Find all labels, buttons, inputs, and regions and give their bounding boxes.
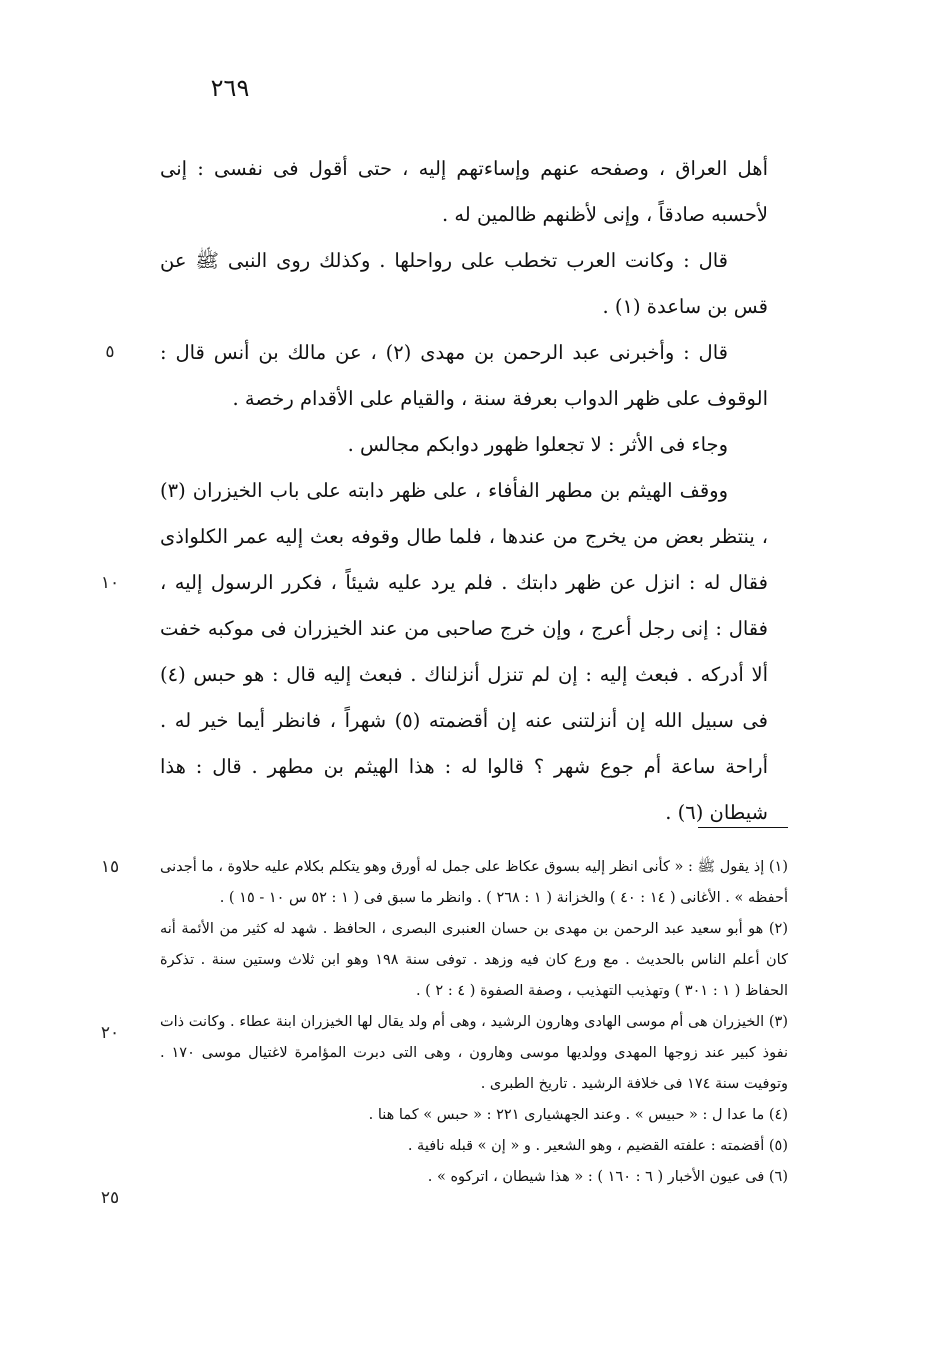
footnote: (٦) فى عيون الأخبار ( ٦ : ١٦٠ ) : « هذا شيطان ، اتركوه » . bbox=[427, 1169, 788, 1185]
footnote: (٢) هو أبو سعيد عبد الرحمن بن مهدى بن حسان العنبرى البصرى ، الحافظ . شهد له كثير من الأئمة أنه كان أعلم الناس بالحديث . مع ورع كان فيه وزهد . توفى سنة ١٩٨ وهو ابن ثلاث وستين سنة . تذكرة الحفاظ ( ١ : ٣٠١ ) وتهذيب التهذيب ، وصفة الصفوة ( ٤ : ٢ ) . bbox=[160, 921, 789, 999]
line-number-10: ١٠ bbox=[100, 573, 120, 593]
footnotes bbox=[160, 852, 788, 1193]
footnote-divider bbox=[698, 827, 788, 828]
footnote: (٥) أقضمته : علفته القضيم ، وهو الشعير . و « إن » قبله نافية . bbox=[407, 1138, 788, 1154]
line-number-5: ٥ bbox=[105, 342, 115, 362]
line-number-25: ٢٥ bbox=[100, 1188, 120, 1208]
paragraph: وجاء فى الأثر : لا تجعلوا ظهور دوابكم مجالس . bbox=[347, 433, 728, 456]
line-number-15: ١٥ bbox=[100, 857, 120, 877]
page-number: ٢٦٩ bbox=[210, 74, 250, 102]
footnote: (٣) الخيزران هى أم موسى الهادى وهارون الرشيد ، وهى أم ولد يقال لها الخيزران ابنة عطاء . وكانت ذات نفوذ كبير عند زوجها المهدى وولديها موسى وهارون ، وهى التى دبرت المؤامرة لاغتيال موسى ١٧٠ . وتوفيت سنة ١٧٤ فى خلافة الرشيد . تاريخ الطبرى . bbox=[160, 1014, 788, 1092]
footnote: (١) إذ يقول ﷺ : « كأنى انظر إليه بسوق عكاظ على جمل له أورق وهو يتكلم بكلام عليه حلاوة ، ما أجدنى أحفظه » . الأغانى ( ١٤ : ٤٠ ) والخزانة ( ١ : ٢٦٨ ) . وانظر ما سبق فى ( ١ : ٥٢ س ١٠ - ١٥ ) . bbox=[160, 859, 788, 906]
paragraph: قال : وكانت العرب تخطب على رواحلها . وكذلك روى النبى ﷺ عن قس بن ساعدة (١) . bbox=[160, 249, 768, 318]
paragraph: قال : وأخبرنى عبد الرحمن بن مهدى (٢) ، عن مالك بن أنس قال : الوقوف على ظهر الدواب بعرفة سنة ، والقيام على الأقدام رخصة . bbox=[160, 341, 768, 410]
paragraph: ووقف الهيثم بن مطهر الفأفاء ، على ظهر دابته على باب الخيزران (٣) ، ينتظر بعض من يخرج من عندها ، فلما طال وقوفه بعث إليه عمر الكلواذى فقال له : انزل عن ظهر دابتك . فلم يرد عليه شيئاً ، فكرر الرسول إليه ، فقال : إنى رجل أعرج ، وإن خرج صاحبى من عند الخيزران فى موكبه خفت ألا أدركه . فبعث إليه : إن لم تنزل أنزلناك . فبعث إليه قال : هو حبس (٤) فى سبيل الله إن أنزلتنى عنه إن أقضمته (٥) شهراً ، فانظر أيما خير له . أراحة ساعة أم جوع شهر ؟ قالوا له : هذا الهيثم بن مطهر . قال : هذا شيطان (٦) . bbox=[160, 479, 768, 824]
main-text bbox=[160, 146, 768, 836]
paragraph: أهل العراق ، وصفحه عنهم وإساءتهم إليه ، حتى أقول فى نفسى : إنى لأحسبه صادقاً ، وإنى لأظنهم ظالمين له . bbox=[160, 157, 768, 226]
footnote: (٤) ما عدا ل : « حبيس » . وعند الجهشيارى ٢٢١ : « حبس » كما هنا . bbox=[368, 1107, 788, 1123]
line-number-20: ٢٠ bbox=[100, 1023, 120, 1043]
